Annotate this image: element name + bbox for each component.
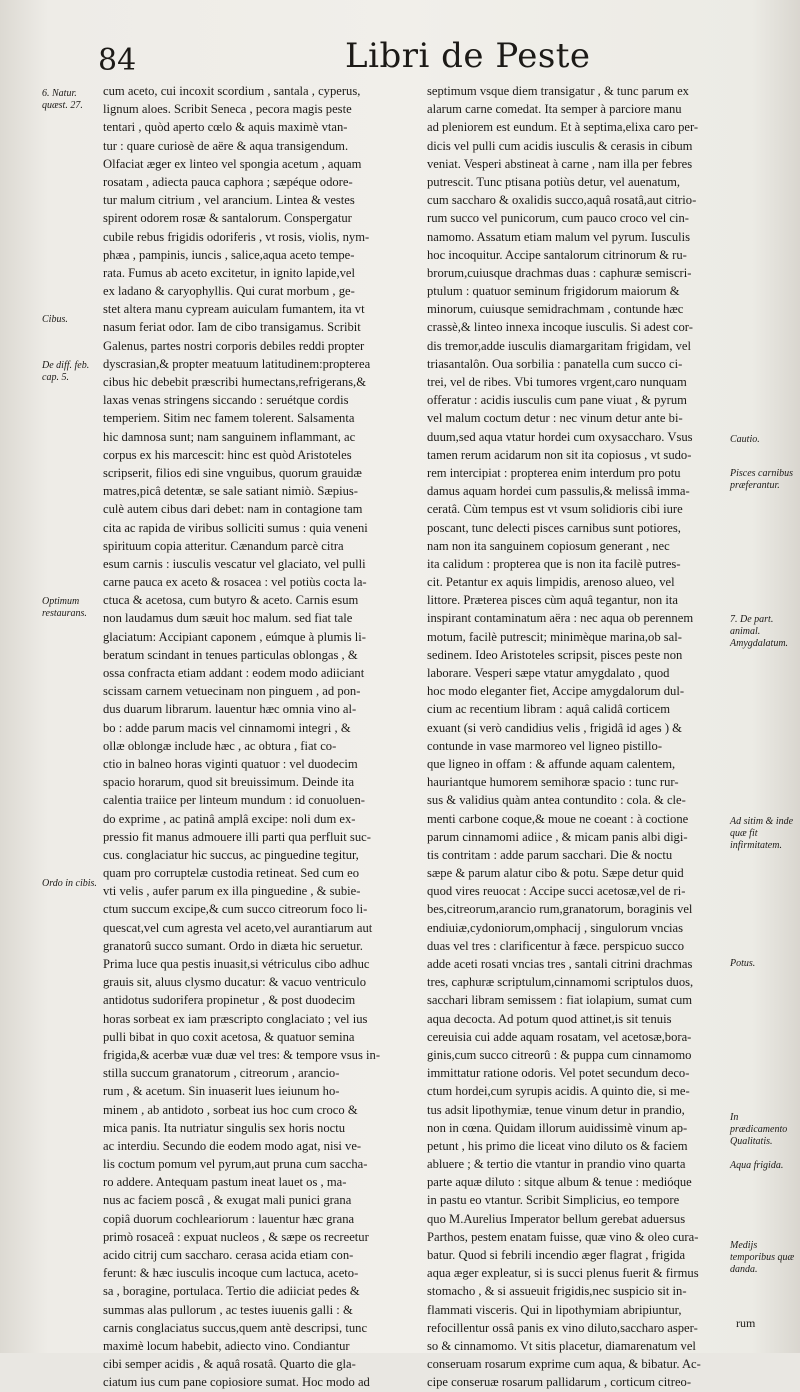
text-line: pressio fit manus admouere illi parti qua perfluit suc-	[103, 829, 371, 844]
text-line: parte aquæ diluto : sitque album & tenue : medióque	[427, 1175, 692, 1190]
text-line: cereuisia cui adde aquam rosatam, vel acetosæ,bora-	[427, 1029, 692, 1044]
text-line: contunde in vase marmoreo vel ligneo pistillo-	[427, 738, 663, 753]
text-line: triasantalôn. Oua sorbilia : panatella cum succo ci-	[427, 356, 683, 371]
margin-note-cibus: Cibus.	[42, 314, 68, 325]
text-line: tentari , quòd aperto cœlo & aquis maximè vtan-	[103, 120, 348, 135]
text-line: abluere ; & tertio die vtantur in prandio vino quarta	[427, 1157, 686, 1172]
text-line: calentia traiice per linteum mundum : id conuoluen-	[103, 793, 365, 808]
text-line: spacio horarum, quod sit breuissimum. Deinde ita	[103, 775, 355, 790]
text-line: non laudamus dum sæuit hoc malum. sed fiat tale	[103, 611, 353, 626]
text-line: nus ac faciem poscâ , & exugat mali punici grana	[103, 1193, 352, 1208]
text-line: do exprime , ac patinâ amplâ excipe: noli dum ex-	[103, 811, 356, 826]
margin-note-qualitatis: In prædicamento Qualitatis.	[730, 1112, 788, 1147]
text-line: cibus hic debebit præscribi humectans,refrigerans,&	[103, 375, 366, 389]
text-line: exuant (si verò candidius velis , frigidâ id ages ) &	[427, 720, 682, 735]
margin-note-amygdalatum: 7. De part. animal. Amygdalatum.	[730, 614, 789, 649]
text-line: aqua decocta. Ad potum quod attinet,is sit tenuis	[427, 1011, 672, 1026]
text-line: Prima luce qua pestis inuasit,si vétriculus cibo adhuc	[103, 957, 370, 971]
text-line: dyscrasian,& propter meatuum latitudinem:propterea	[103, 356, 371, 371]
text-line: spirent odorem rosæ & santalorum. Conspergatur	[103, 211, 352, 226]
text-line: culè autem cibus dari debet: nam in contagione tam	[103, 502, 363, 517]
text-line: parum cinnamomi adiice , & micam panis albi digi-	[427, 829, 688, 844]
right-text-column	[427, 82, 737, 1392]
text-line: Parthos, pestem enatam fuisse, quæ vino & oleo cura-	[427, 1229, 699, 1244]
text-line: hoc incoquitur. Accipe santalorum citrinorum & ru-	[427, 247, 687, 262]
text-line: non in cœna. Quidam illorum auidissimè vinum ap-	[427, 1120, 688, 1135]
text-line: hauriantque humorem semihoræ spacio : tunc rur-	[427, 775, 679, 790]
text-line: dis tremor,adde iusculis diamargaritam frigidam, vel	[427, 338, 692, 353]
text-line: cium ac recentium libram : aquâ calidâ corticem	[427, 702, 671, 717]
text-line: cubile rebus frigidis odoriferis , vt rosis, violis, nym-	[103, 229, 370, 244]
margin-note-medijs: Medijs temporibus quæ danda.	[730, 1240, 795, 1275]
margin-note-ordo: Ordo in cibis.	[42, 878, 97, 889]
page-number: 84	[98, 43, 137, 78]
text-line: immittatur ratione odoris. Vel potet secundum deco-	[427, 1066, 690, 1081]
text-line: duas vel tres : clarificentur à fæce. perspicuo succo	[427, 938, 685, 953]
text-line: sus & validius quàm antea contundito : cola. & cle-	[427, 793, 686, 808]
text-line: rum , & acetum. Sin inuaserit lues ieiunum ho-	[103, 1084, 340, 1099]
text-line: hic damnosa sunt; nam sanguinem inflammant, ac	[103, 429, 356, 444]
text-line: alarum carne comedat. Ita semper à parciore manu	[427, 102, 682, 117]
text-line: Olfaciat æger ex linteo vel spongia acetum , aquam	[103, 156, 362, 171]
text-line: in pastu eo vtantur. Scribit Simplicius, eo tempore	[427, 1193, 680, 1208]
text-line: ctum succum excipe,& cum succo citreorum foco li-	[103, 902, 368, 917]
text-line: ctuca & acetosa, cum butyro & aceto. Carnis esum	[103, 593, 359, 608]
running-head: Libri de Peste	[345, 36, 591, 76]
text-line: bes,citreorum,arancio rum,granatorum, boraginis vel	[427, 902, 693, 917]
text-line: sacchari libram semissem : fiat iolapium, sumat cum	[427, 993, 693, 1008]
text-line: antidotus sudorifera propinetur , & post duodecim	[103, 993, 356, 1008]
text-line: rum succo vel punicorum, cum pauco croco vel cin-	[427, 211, 689, 226]
text-line: duum,sed aqua vtatur hordei cum oxysaccharo. Vsus	[427, 429, 693, 444]
text-line: carne pauca ex aceto & rosacea : vel potiùs cocta la-	[103, 575, 367, 590]
text-line: lignum aloes. Scribit Seneca , pecora magis peste	[103, 102, 352, 117]
text-line: crassè,& linteo innexa incoque iusculis. Si adest cor-	[427, 320, 693, 335]
margin-note-cautio: Cautio.	[730, 434, 760, 445]
text-line: minem , ab antidoto , sorbeat ius hoc cum croco &	[103, 1102, 358, 1117]
text-line: ceratâ. Cùm tempus est vt vsum solidioris cibi iure	[427, 502, 683, 517]
text-line: glaciatum: Accipiant caponem , eúmque à plumis li-	[103, 629, 366, 644]
text-line: stet altera manu cypream auiculam fumantem, ita vt	[103, 302, 365, 317]
text-line: poscant, tunc delecti pisces carnibus sunt potiores,	[427, 520, 681, 535]
margin-note-potus: Potus.	[730, 958, 756, 969]
text-line: quam pro corruptelæ custodia retineat. Sed cum eo	[103, 866, 359, 881]
margin-note-pisces: Pisces carnibus præferantur.	[730, 468, 794, 491]
text-line: cipe conseruæ rosarum pallidarum , corticum citreo-	[427, 1375, 692, 1390]
text-line: rem intercipiat : propterea enim interdum pro potu	[427, 465, 681, 480]
text-line: Galenus, partes nostri corporis debiles reddi propter	[103, 338, 365, 353]
text-line: tis contritam : adde parum sacchari. Die & noctu	[427, 847, 673, 862]
text-line: conseruam rosarum exprime cum aqua, & bibatur. Ac-	[427, 1357, 701, 1372]
text-line: scripserit, filios edi sine vnguibus, quorum grauidæ	[103, 465, 362, 480]
text-line: namomo. Assatum etiam malum vel pyrum. Iusculis	[427, 229, 691, 244]
text-line: temperiem. Sitim nec famem tolerent. Salsamenta	[103, 411, 355, 426]
text-line: bo : adde parum macis vel cinnamomi integri , &	[103, 720, 351, 735]
text-line: littore. Præterea pisces cùm aquâ tegantur, non ita	[427, 593, 678, 608]
text-line: cita ac rapida de viribus solliciti sumus : quia veneni	[103, 520, 368, 535]
margin-note-seneca: 6. Natur. quæst. 27.	[42, 88, 83, 111]
text-line: mica panis. Ita nutriatur singulis sex horis noctu	[103, 1120, 346, 1135]
text-line: cum saccharo & oxalidis succo,aquâ rosatâ,aut citrio-	[427, 193, 697, 208]
text-line: pulli bibat in quo coxit acetosa, & quatuor semina	[103, 1029, 355, 1044]
text-line: adde aceti rosati vncias tres , santali citrini drachmas	[427, 957, 693, 971]
text-line: septimum vsque diem transigatur , & tunc parum ex	[427, 84, 689, 98]
text-line: inspirant contaminatum aëra : nec aqua ob perennem	[427, 611, 694, 626]
text-line: sedinem. Ideo Aristoteles scripsit, pisces peste non	[427, 647, 683, 662]
text-line: ro addere. Antequam pastum ineat lauet os , ma-	[103, 1175, 347, 1190]
text-line: rata. Fumus ab aceto excitetur, in ignito lapide,vel	[103, 265, 355, 280]
text-line: ferunt: & hæc iusculis incoque cum lactuca, aceto-	[103, 1266, 359, 1281]
text-line: summas alas pullorum , ac testes iuuenis galli : &	[103, 1302, 353, 1317]
text-line: putrescit. Tunc ptisana potiùs detur, vel auenatum,	[427, 174, 681, 189]
text-line: dicis vel pulli cum acidis iusculis & cerasis in cibum	[427, 138, 693, 153]
text-line: sæpe & parum alatur cibo & potu. Sæpe detur quid	[427, 866, 684, 881]
text-line: refocillentur ossâ panis ex vino diluto,saccharo asper-	[427, 1320, 698, 1335]
text-line: so & cinnamomo. Vt sitis placetur, diamarenatum vel	[427, 1338, 696, 1353]
text-line: ex ladano & caryophyllis. Qui curat morbum , ge-	[103, 284, 355, 299]
text-line: granatorû succo sumant. Ordo in diæta hic seruetur.	[103, 938, 363, 953]
text-line: sa , boragine, portulaca. Tertio die adiiciat pedes &	[103, 1284, 360, 1299]
text-line: petunt , his primo die liceat vino diluto os & faciem	[427, 1138, 688, 1153]
text-line: vti velis , aufer parum ex illa pinguedine , & subie-	[103, 884, 361, 899]
text-line: ciatum ius cum pane copiosiore sumat. Hoc modo ad	[103, 1375, 370, 1390]
text-line: quo M.Aurelius Imperator bellum gerebat aduersus	[427, 1211, 686, 1226]
text-line: vel malum coctum detur : nec vinum detur ante bi-	[427, 411, 683, 426]
text-line: tur malum citrium , vel arancium. Lintea & vestes	[103, 193, 355, 208]
text-line: primò rosaceâ : expuat nucleos , & sæpe os recreetur	[103, 1229, 369, 1244]
text-line: carnis conglaciatus succus,quem antè descripsi, tunc	[103, 1320, 368, 1335]
catchword: rum	[736, 1316, 756, 1330]
text-line: motum, facilè putrescit; minimèque marina,ob sal-	[427, 629, 682, 644]
text-line: stomacho , & si assueuit frigidis,nec suspicio sit in-	[427, 1284, 687, 1299]
margin-note-restaurans: Optimum restaurans.	[42, 596, 87, 619]
text-line: endiuiæ,cydoniorum,omphacij , singulorum vncias	[427, 920, 684, 935]
text-line: scissam carnem vetuecinam non pinguem , ad pon-	[103, 684, 361, 699]
margin-note-sitim: Ad sitim & inde quæ fit infirmitatem.	[730, 816, 794, 851]
text-line: phæa , pampinis, iuncis , salice,aqua aceto tempe-	[103, 247, 355, 262]
text-line: matres,picâ detentæ, se sale satiant nimiò. Sæpius-	[103, 484, 358, 499]
text-line: ctio in balneo horas viginti quatuor : vel duodecim	[103, 756, 358, 771]
text-line: rosatam , adiecta pauca caphora ; sæpéque odore-	[103, 174, 353, 189]
text-line: spirituum copia atteritur. Cænandum parcè citra	[103, 538, 344, 553]
text-line: tus adsit lipothymiæ, tenue vinum detur in prandio,	[427, 1102, 685, 1117]
text-line: beratum scindant in tenues particulas oblongas , &	[103, 647, 358, 662]
text-line: ptulum : quatuor seminum frigidorum maiorum &	[427, 284, 680, 299]
text-line: dus duarum librarum. lauentur hæc omnia vino al-	[103, 702, 357, 717]
text-line: brorum,cuiusque drachmas duas : caphuræ semiscri-	[427, 265, 692, 280]
left-text-column	[103, 82, 415, 1392]
text-line: ita calidum : propterea que is non ita facilè putres-	[427, 556, 681, 571]
text-line: trei, vel de ribes. Vbi tumores vrgent,caro nunquam	[427, 375, 687, 389]
text-line: ossa confracta etiam addant : eodem modo adiiciant	[103, 666, 365, 680]
text-line: batur. Quod si febrili incendio æger flagrat , frigida	[427, 1248, 686, 1262]
text-line: minorum, cuiusque semidrachmam , contunde hæc	[427, 302, 684, 317]
text-line: ad pleniorem est eundum. Et à septima,elixa caro per-	[427, 120, 699, 135]
text-line: acido citrij cum saccharo. cerasa acida etiam con-	[103, 1248, 354, 1262]
text-line: lis coctum pomum vel pyrum,aut pruna cum saccha-	[103, 1157, 368, 1172]
text-line: tur : quare curiosè de aëre & aqua transigendum.	[103, 138, 349, 153]
text-line: horas sorbeat ex iam præscripto conglaciato ; vel ius	[103, 1011, 368, 1026]
text-line: menti carbone coque,& moue ne coeant : à coctione	[427, 811, 689, 826]
text-line: laborare. Vesperi sæpe vtatur amygdalato , quod	[427, 666, 670, 680]
text-line: offeratur : acidis iusculis cum pane viuat , & pyrum	[427, 393, 687, 408]
text-line: veniat. Vesperi abstineat à carne , nam illa per febres	[427, 156, 693, 171]
text-line: ctum hordei,cum syrupis acidis. A quinto die, si me-	[427, 1084, 690, 1099]
text-line: grauis sit, aluus clysmo ducatur: & vacuo ventriculo	[103, 975, 367, 990]
text-line: esum carnis : iusculis vescatur vel glaciato, vel pulli	[103, 556, 366, 571]
text-line: quod vires reuocat : Accipe succi acetosæ,vel de ri-	[427, 884, 686, 899]
text-line: cit. Petantur ex aquis limpidis, arenoso alueo, vel	[427, 575, 675, 590]
text-line: que ligneo in offam : & affunde aquam calentem,	[427, 756, 676, 771]
text-line: ac interdiu. Secundo die eodem modo agat, nisi ve-	[103, 1138, 362, 1153]
text-line: stilla succum granatorum , citreorum , arancio-	[103, 1066, 340, 1081]
text-line: cibi semper acidis , & aquâ rosatâ. Quarto die gla-	[103, 1357, 356, 1372]
text-line: frigida,& acerbæ vuæ duæ vel tres: & tempore vsus in-	[103, 1047, 381, 1062]
text-line: tres, caphuræ scriptulum,cinnamomi scriptulos duos,	[427, 975, 694, 990]
text-line: hoc modo eleganter fiet, Accipe amygdalorum dul-	[427, 684, 685, 699]
text-line: laxas venas stringens siccando : seruétque cordis	[103, 393, 349, 408]
text-line: flammati visceris. Qui in lipothymiam abripiuntur,	[427, 1302, 682, 1317]
text-line: corpus ex his marcescit: hinc est quòd Aristoteles	[103, 447, 352, 462]
text-line: copiâ duorum cochleariorum : lauentur hæc grana	[103, 1211, 355, 1226]
text-line: cum aceto, cui incoxit scordium , santala , cyperus,	[103, 84, 361, 98]
text-line: ginis,cum succo citreorû : & puppa cum cinnamomo	[427, 1047, 692, 1062]
text-line: maximè locum habebit, adiecto vino. Condiantur	[103, 1338, 350, 1353]
margin-note-aqua-frigida: Aqua frigida.	[730, 1160, 784, 1171]
margin-note-galenus: De diff. feb. cap. 5.	[42, 360, 90, 383]
text-line: damus aquam hordei cum passulis,& melissâ imma-	[427, 484, 690, 499]
text-line: nam non ita sanguinem copiosum generant , nec	[427, 538, 670, 553]
text-line: tamen rerum acidarum non sit ita copiosus , vt sudo-	[427, 447, 692, 462]
text-line: cus. conglaciatur hic succus, ac pinguedine tegitur,	[103, 847, 359, 862]
text-line: ollæ oblongæ include hæc , ac obtura , fiat co-	[103, 738, 337, 753]
text-line: nasum feriat odor. Iam de cibo transigamus. Scribit	[103, 320, 361, 335]
text-line: aqua æger expleatur, si is succi plenus fuerit & firmus	[427, 1266, 699, 1281]
text-line: quescat,vel cum agresta vel aceto,vel aurantiarum aut	[103, 920, 373, 935]
